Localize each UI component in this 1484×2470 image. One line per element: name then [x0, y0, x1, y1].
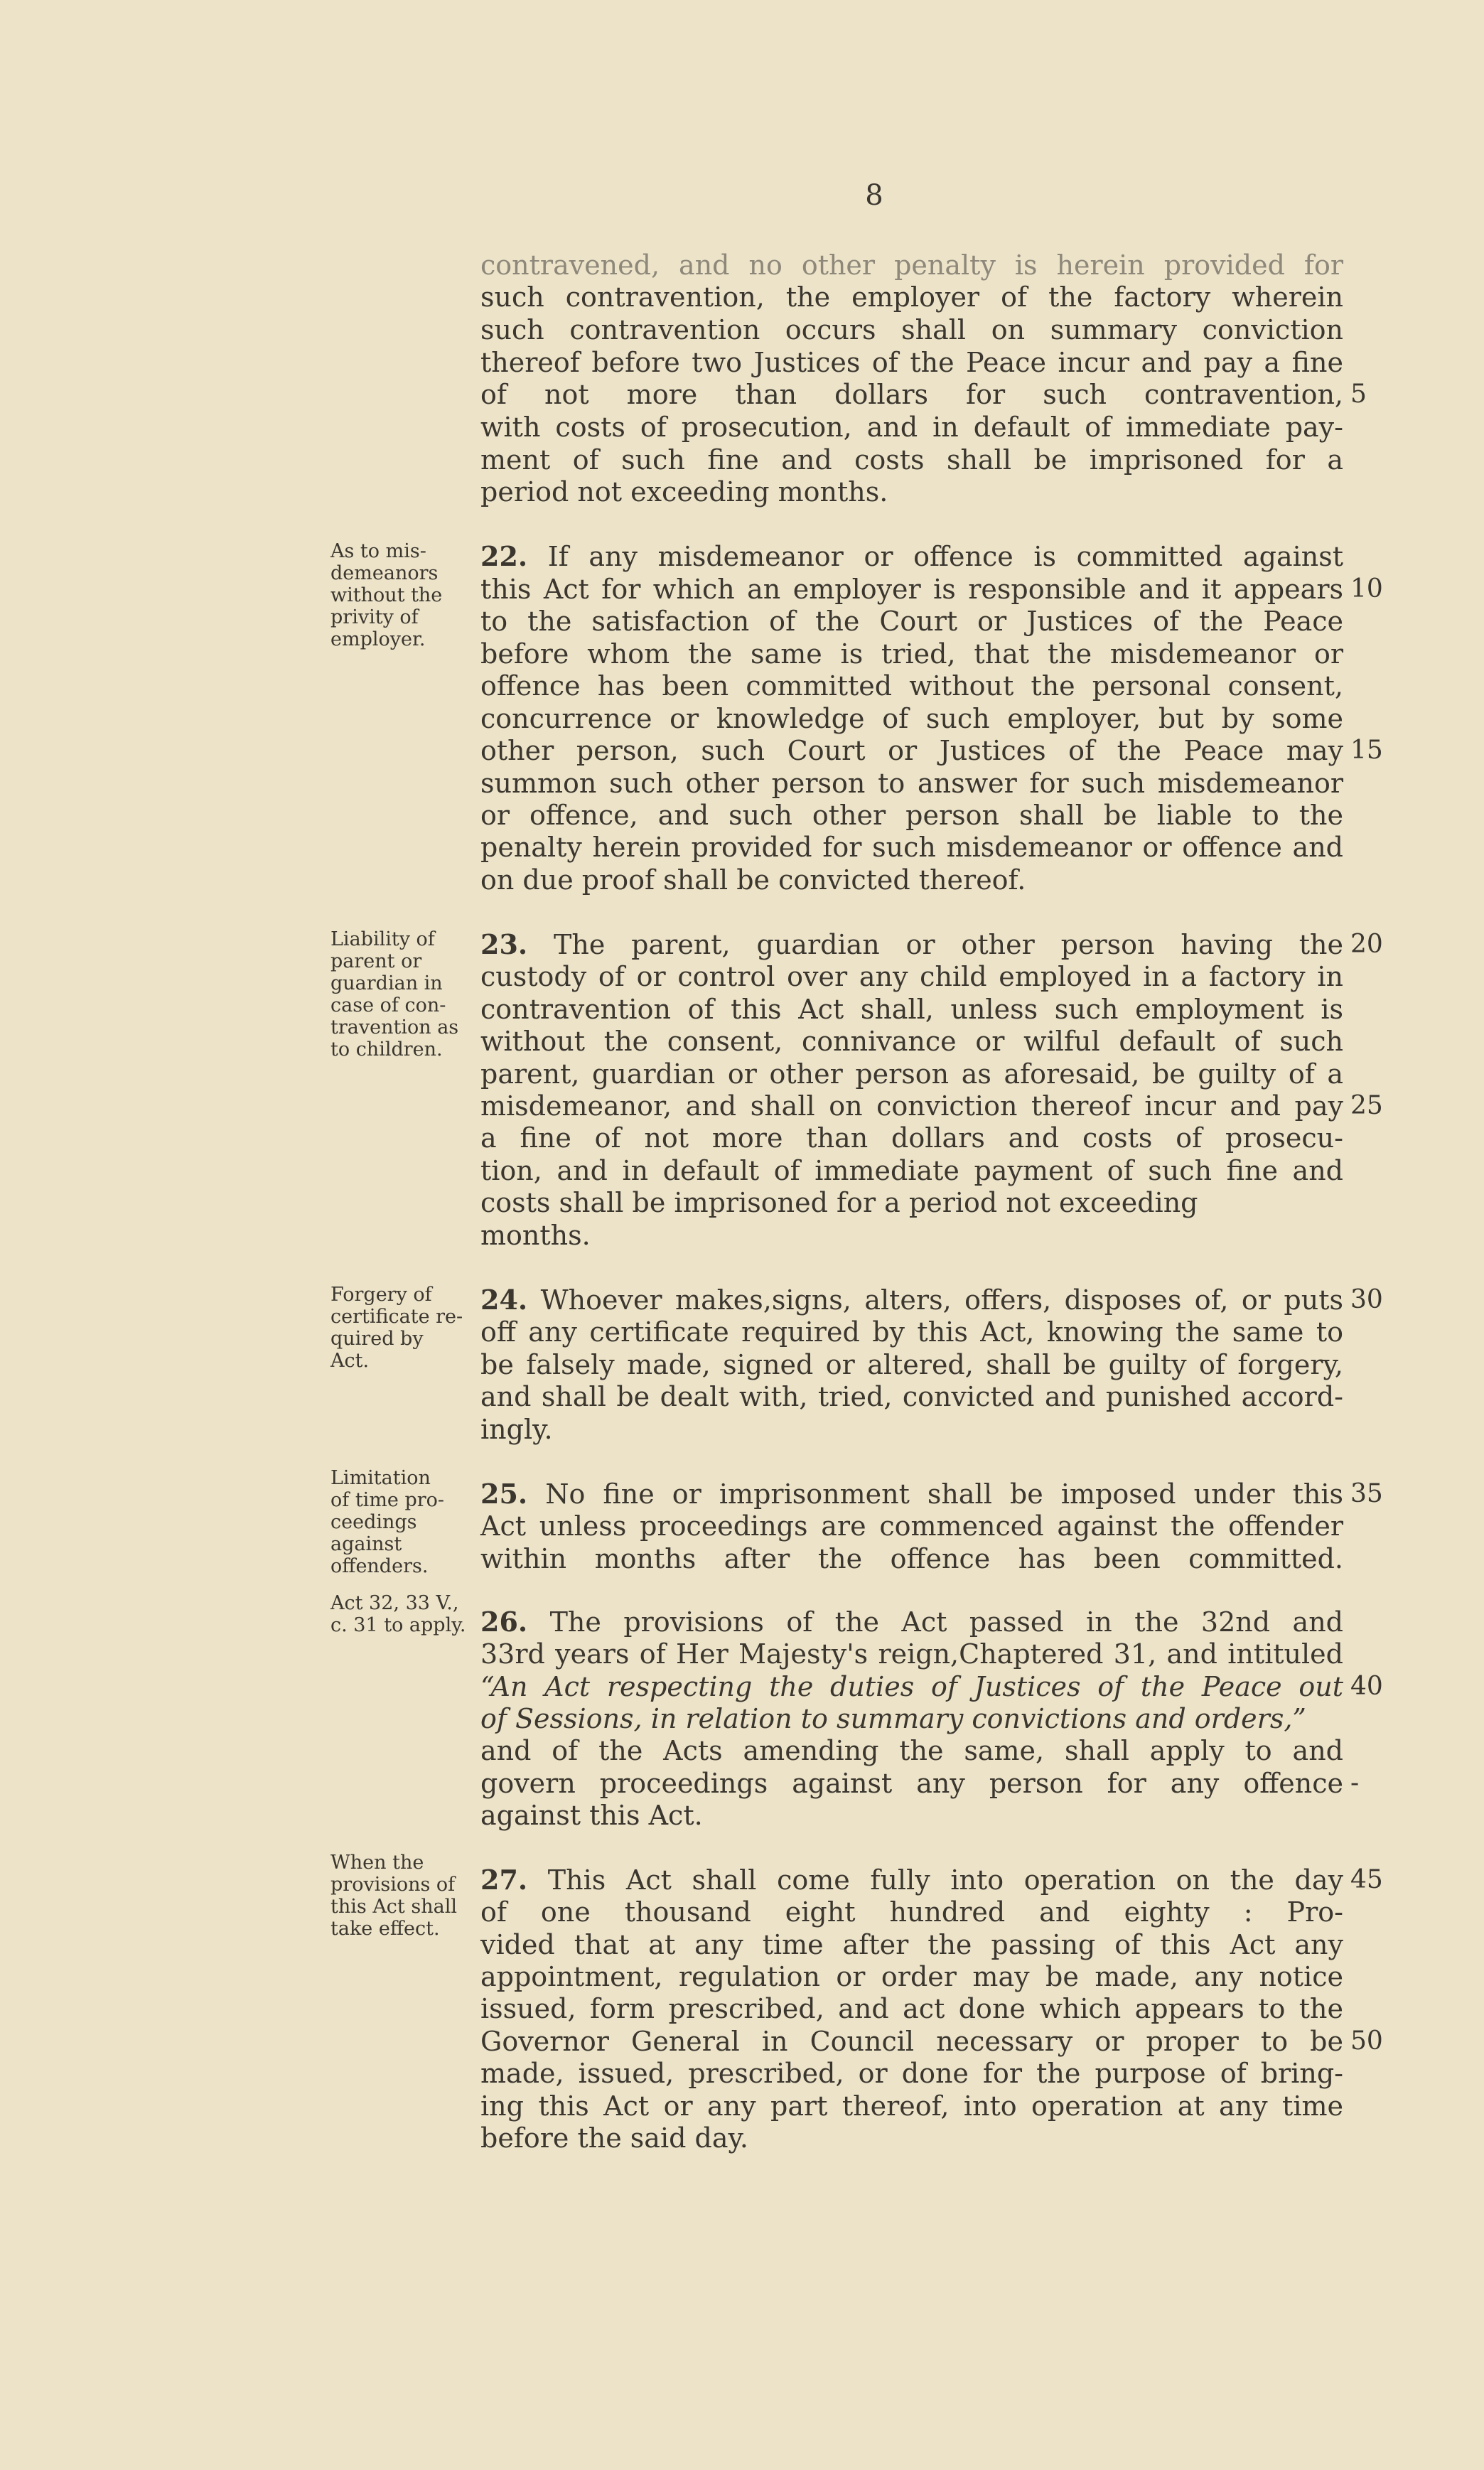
side-note-line: this Act shall — [330, 1896, 457, 1918]
text-line — [480, 1928, 1343, 1961]
side-note-line: without the — [330, 584, 443, 606]
side-note-line: certificate re- — [330, 1306, 463, 1328]
line-text: misdemeanor, and shall on conviction thereof incur and pay — [480, 1090, 1343, 1122]
line-number: 5 — [1350, 380, 1367, 409]
side-note-line: As to mis- — [330, 540, 426, 562]
text-line — [480, 2057, 1343, 2090]
line-text: appointment, regulation or order may be made, any notice — [480, 1961, 1343, 1992]
text-line — [480, 1186, 1343, 1219]
line-number: 30 — [1350, 1285, 1383, 1314]
line-text: to the satisfaction of the Court or Justices of the Peace — [480, 606, 1343, 637]
side-note-line: quired by — [330, 1328, 424, 1350]
line-text: and of the Acts amending the same, shall apply to and — [480, 1735, 1343, 1766]
line-text: on due proof shall be convicted thereof. — [480, 864, 1026, 896]
text-line — [480, 346, 1343, 379]
line-text: such contravention occurs shall on summary conviction — [480, 314, 1343, 345]
line-text: Act unless proceedings are commenced against the offender — [480, 1510, 1343, 1542]
text-line — [480, 734, 1343, 767]
page-number: 8 — [865, 179, 883, 212]
line-text: issued, form prescribed, and act done which appears to the — [480, 1993, 1343, 2024]
text-line — [480, 605, 1343, 638]
line-text: costs shall be imprisoned for a period not exceeding — [480, 1187, 1198, 1218]
text-line — [480, 313, 1343, 346]
text-line — [480, 1154, 1343, 1187]
text-line — [480, 281, 1343, 313]
text-line — [480, 928, 1343, 961]
text-line — [480, 1734, 1343, 1767]
section-number: 25. — [480, 1478, 528, 1510]
line-text: ing this Act or any part thereof, into operation at any time — [480, 2090, 1343, 2122]
line-text: ingly. — [480, 1414, 553, 1445]
text-line — [480, 540, 1343, 573]
side-note-line: Limitation — [330, 1467, 431, 1489]
line-text: ment of such fine and costs shall be imprisoned for a — [480, 444, 1343, 476]
text-line — [480, 1702, 1343, 1735]
line-number: 10 — [1350, 574, 1383, 603]
side-note-line: privity of — [330, 606, 419, 628]
line-text: No fine or imprisonment shall be imposed under this — [527, 1478, 1343, 1510]
side-note-line: Act. — [330, 1350, 370, 1372]
line-text: before the said day. — [480, 2122, 748, 2154]
text-line — [480, 1122, 1343, 1154]
line-text: tion, and in default of immediate payment of such fine and — [480, 1155, 1343, 1186]
side-note-line: case of con- — [330, 994, 446, 1016]
line-text: The parent, guardian or other person having the — [527, 929, 1343, 960]
line-number: 15 — [1350, 736, 1383, 765]
side-note — [330, 1284, 480, 1372]
line-text: custody of or control over any child employed in a factory in — [480, 961, 1343, 992]
side-note-line: Act 32, 33 V., — [330, 1592, 459, 1614]
text-line — [480, 1478, 1343, 1510]
side-note — [330, 928, 480, 1061]
line-number: 50 — [1350, 2026, 1383, 2056]
line-text: months. — [480, 1220, 591, 1251]
text-line — [480, 1058, 1343, 1090]
text-line — [480, 1799, 1343, 1832]
text-line — [480, 444, 1343, 476]
line-text: of one thousand eight hundred and eighty : Pro- — [480, 1896, 1343, 1928]
text-line — [480, 1090, 1343, 1122]
text-line — [480, 1542, 1343, 1575]
line-text: offence has been committed without the personal consent, — [480, 670, 1343, 702]
line-text: penalty herein provided for such misdemeanor or offence and — [480, 832, 1343, 863]
section-number: 22. — [480, 540, 528, 572]
text-line — [480, 638, 1343, 670]
line-text: govern proceedings against any person for any offence — [480, 1768, 1343, 1799]
side-note-line: to children. — [330, 1038, 443, 1061]
side-note-line: Forgery of — [330, 1284, 432, 1306]
line-text: of not more than dollars for such contravention, — [480, 379, 1343, 410]
text-line — [480, 1510, 1343, 1542]
text-line — [480, 2090, 1343, 2122]
section-number: 26. — [480, 1606, 528, 1638]
line-text: The provisions of the Act passed in the 32nd and — [527, 1606, 1343, 1638]
text-line — [480, 864, 1343, 896]
side-note — [330, 1592, 480, 1636]
line-number: 40 — [1350, 1672, 1383, 1701]
text-line — [480, 573, 1343, 606]
side-note — [330, 540, 480, 650]
line-text-italic: “An Act respecting the duties of Justices of the Peace out — [480, 1671, 1343, 1702]
line-number: 25 — [1350, 1091, 1383, 1120]
line-text: within months after the offence has been committed. — [480, 1543, 1343, 1574]
line-text: and shall be dealt with, tried, convicted and punished accord- — [480, 1381, 1343, 1412]
line-number: - — [1350, 1768, 1360, 1798]
side-note-line: provisions of — [330, 1874, 456, 1896]
text-line — [480, 1025, 1343, 1058]
text-line — [480, 1348, 1343, 1381]
text-line — [480, 767, 1343, 800]
line-text: this Act for which an employer is responsible and it appears — [480, 574, 1343, 605]
text-line — [480, 2122, 1343, 2154]
text-line — [480, 670, 1343, 702]
text-line — [480, 1960, 1343, 1993]
line-text: summon such other person to answer for such misdemeanor — [480, 768, 1343, 799]
text-line — [480, 1413, 1343, 1446]
section-number: 23. — [480, 928, 528, 960]
side-note-line: demeanors — [330, 562, 439, 584]
text-line — [480, 1896, 1343, 1928]
line-text: 33rd years of Her Majesty's reign,Chaptered 31, and intituled — [480, 1638, 1343, 1670]
text-line — [480, 702, 1343, 735]
line-text: be falsely made, signed or altered, shall be guilty of forgery, — [480, 1349, 1343, 1380]
line-text: or offence, and such other person shall be liable to the — [480, 800, 1343, 831]
text-line — [480, 1638, 1343, 1670]
text-line — [480, 476, 1343, 508]
line-text: Whoever makes,signs, alters, offers, disposes of, or puts — [527, 1284, 1343, 1316]
line-number: 20 — [1350, 930, 1383, 959]
text-line — [480, 2025, 1343, 2058]
side-note-line: offenders. — [330, 1555, 429, 1577]
line-text: contravention of this Act shall, unless such employment is — [480, 994, 1343, 1025]
text-line — [480, 960, 1343, 993]
side-note-line: of time pro- — [330, 1489, 445, 1511]
side-note-line: employer. — [330, 628, 426, 650]
side-note-line: guardian in — [330, 972, 443, 994]
line-text: Governor General in Council necessary or proper to be — [480, 2026, 1343, 2057]
text-line — [480, 1219, 1343, 1252]
line-text-italic: of Sessions, in relation to summary convictions and orders,” — [480, 1703, 1306, 1734]
side-note-line: against — [330, 1533, 402, 1555]
side-note-line: ceedings — [330, 1511, 417, 1533]
text-line — [480, 799, 1343, 832]
section-number: 27. — [480, 1864, 528, 1896]
side-note-line: travention as — [330, 1016, 459, 1038]
line-text: made, issued, prescribed, or done for the purpose of bring- — [480, 2058, 1343, 2089]
text-line — [480, 249, 1343, 281]
line-text: such contravention, the employer of the factory wherein — [480, 281, 1343, 313]
text-line — [480, 1284, 1343, 1316]
line-text: against this Act. — [480, 1800, 703, 1831]
line-text: period not exceeding months. — [480, 476, 888, 508]
side-note — [330, 1467, 480, 1577]
side-note-line: c. 31 to apply. — [330, 1614, 466, 1636]
side-note-line: When the — [330, 1852, 424, 1874]
side-note-line: Liability of — [330, 928, 435, 950]
line-text: before whom the same is tried, that the misdemeanor or — [480, 638, 1343, 670]
text-line — [480, 831, 1343, 864]
text-line — [480, 411, 1343, 444]
line-text: contravened, and no other penalty is herein provided for — [480, 249, 1343, 281]
line-text: parent, guardian or other person as aforesaid, be guilty of a — [480, 1058, 1343, 1090]
text-line — [480, 378, 1343, 411]
side-note-line: parent or — [330, 950, 422, 972]
line-text: other person, such Court or Justices of the Peace may — [480, 735, 1343, 766]
side-note — [330, 1852, 480, 1940]
text-line — [480, 1606, 1343, 1638]
line-text: with costs of prosecution, and in default of immediate pay- — [480, 412, 1343, 443]
line-text: concurrence or knowledge of such employer, but by some — [480, 703, 1343, 734]
text-line — [480, 1380, 1343, 1413]
line-text: thereof before two Justices of the Peace incur and pay a fine — [480, 347, 1343, 378]
line-text: This Act shall come fully into operation on the day — [527, 1864, 1343, 1896]
text-line — [480, 1316, 1343, 1348]
section-number: 24. — [480, 1284, 528, 1316]
line-number: 35 — [1350, 1479, 1383, 1508]
line-text: off any certificate required by this Act, knowing the same to — [480, 1316, 1343, 1348]
line-text: vided that at any time after the passing of this Act any — [480, 1929, 1343, 1960]
line-number: 45 — [1350, 1865, 1383, 1894]
line-text: without the consent, connivance or wilful default of such — [480, 1026, 1343, 1057]
text-line — [480, 1864, 1343, 1896]
side-note-line: take effect. — [330, 1918, 440, 1940]
text-line — [480, 1670, 1343, 1703]
text-line — [480, 1767, 1343, 1800]
text-line — [480, 993, 1343, 1026]
line-text: a fine of not more than dollars and costs of prosecu- — [480, 1122, 1343, 1154]
line-text: If any misdemeanor or offence is committed against — [527, 541, 1343, 572]
text-line — [480, 1992, 1343, 2025]
